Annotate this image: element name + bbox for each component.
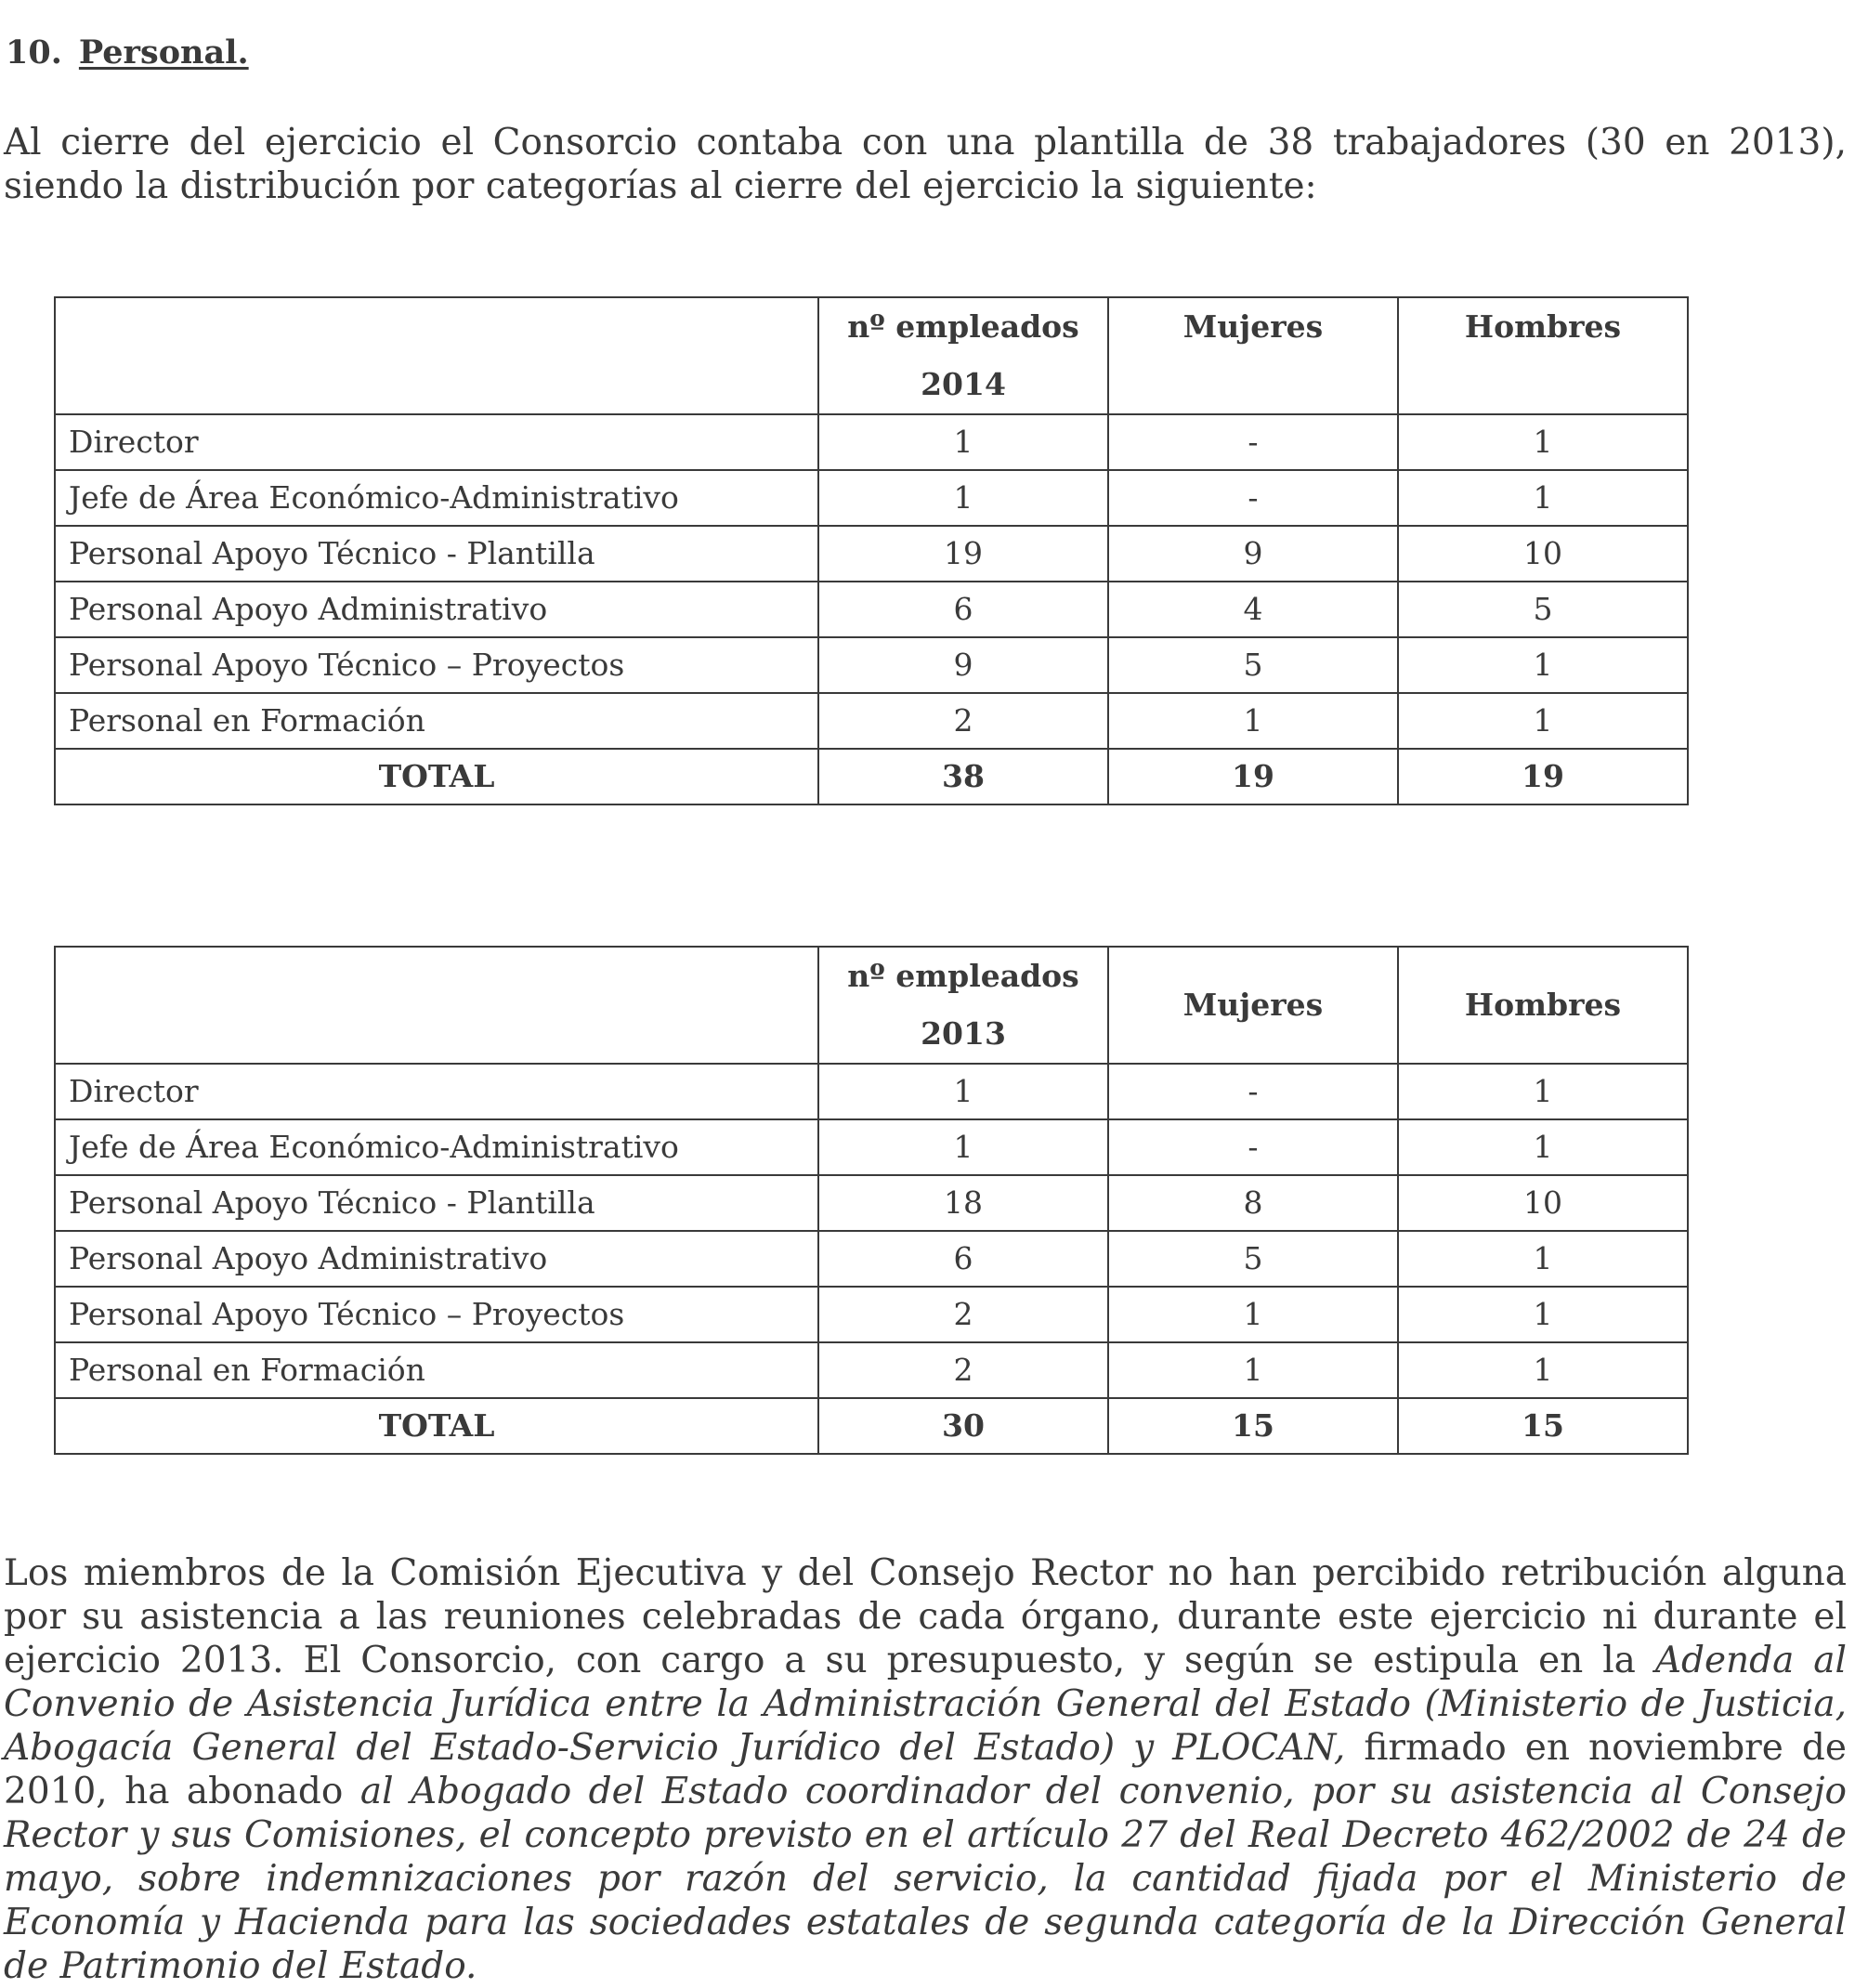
row-men: 1: [1398, 1231, 1688, 1287]
table-row: [55, 1119, 1688, 1175]
row-women: 8: [1108, 1175, 1398, 1231]
row-label: Personal Apoyo Administrativo: [55, 1231, 818, 1287]
row-label: Personal Apoyo Técnico - Plantilla: [55, 1175, 818, 1231]
row-employees: 1: [818, 470, 1108, 526]
row-men: 5: [1398, 582, 1688, 637]
total-row: [55, 749, 1688, 804]
table-header-row: [55, 297, 1688, 414]
table-row: [55, 582, 1688, 637]
total-row: [55, 1398, 1688, 1454]
remuneration-text-1: Los miembros de la Comisión Ejecutiva y del Consejo Rector no han percibido retribución alguna por su asistencia a las reuniones celebradas de cada órgano, durante este ejercicio ni durante el ejercicio 2013. El Consorcio, con cargo a su presupuesto, y según se estipula en la: [4, 1552, 1847, 1681]
staff-table-2013: [54, 946, 1689, 1455]
table-row: [55, 526, 1688, 582]
row-employees: 6: [818, 1231, 1108, 1287]
row-label: Personal Apoyo Administrativo: [55, 582, 818, 637]
total-women: 19: [1108, 749, 1398, 804]
row-men: 1: [1398, 1287, 1688, 1342]
row-employees: 1: [818, 414, 1108, 470]
row-employees: 2: [818, 1287, 1108, 1342]
header-employees-year: 2014: [921, 366, 1006, 402]
total-label: TOTAL: [55, 1398, 818, 1454]
table-header-row: [55, 947, 1688, 1064]
header-employees-year: 2013: [921, 1015, 1006, 1052]
header-employees: [818, 947, 1108, 1064]
total-women: 15: [1108, 1398, 1398, 1454]
remuneration-paragraph: [4, 1551, 1847, 1988]
total-employees: 30: [818, 1398, 1108, 1454]
row-women: 1: [1108, 1287, 1398, 1342]
row-men: 1: [1398, 470, 1688, 526]
row-employees: 18: [818, 1175, 1108, 1231]
row-women: 1: [1108, 1342, 1398, 1398]
row-label: Personal en Formación: [55, 693, 818, 749]
table-row: [55, 693, 1688, 749]
header-women: Mujeres: [1108, 297, 1398, 414]
remuneration-text-4: al Abogado del Estado coordinador del convenio, por su asistencia al Consejo Rector y sus Comisiones, el concepto previsto en el artículo 27 del Real Decreto 462/2002 de 24 de mayo, sobre indemnizaciones por razón del servicio, la cantidad fijada por el Ministerio de Economía y Hacienda para las sociedades estatales de segunda categoría de la Dirección General de Patrimonio del Estado.: [4, 1771, 1847, 1987]
header-blank: [55, 947, 818, 1064]
row-label: Jefe de Área Económico-Administrativo: [55, 1119, 818, 1175]
row-women: 4: [1108, 582, 1398, 637]
row-women: 9: [1108, 526, 1398, 582]
table-row: [55, 1231, 1688, 1287]
total-employees: 38: [818, 749, 1108, 804]
row-women: -: [1108, 414, 1398, 470]
row-men: 1: [1398, 414, 1688, 470]
row-label: Jefe de Área Económico-Administrativo: [55, 470, 818, 526]
header-employees: [818, 297, 1108, 414]
row-men: 1: [1398, 1119, 1688, 1175]
table-row: [55, 1342, 1688, 1398]
row-employees: 2: [818, 1342, 1108, 1398]
row-women: -: [1108, 1064, 1398, 1119]
row-employees: 2: [818, 693, 1108, 749]
table-row: [55, 1287, 1688, 1342]
header-women: Mujeres: [1108, 947, 1398, 1064]
row-label: Director: [55, 1064, 818, 1119]
row-men: 10: [1398, 1175, 1688, 1231]
table-row: [55, 414, 1688, 470]
row-women: 5: [1108, 637, 1398, 693]
row-label: Personal Apoyo Técnico – Proyectos: [55, 637, 818, 693]
row-women: -: [1108, 1119, 1398, 1175]
total-men: 15: [1398, 1398, 1688, 1454]
row-men: 1: [1398, 637, 1688, 693]
row-men: 1: [1398, 1064, 1688, 1119]
row-employees: 19: [818, 526, 1108, 582]
table-row: [55, 1064, 1688, 1119]
row-men: 1: [1398, 693, 1688, 749]
row-label: Personal Apoyo Técnico - Plantilla: [55, 526, 818, 582]
row-employees: 9: [818, 637, 1108, 693]
row-women: 5: [1108, 1231, 1398, 1287]
header-employees-line1: nº empleados: [847, 308, 1079, 345]
header-men: Hombres: [1398, 297, 1688, 414]
remuneration-text-2: Adenda al Convenio de Asistencia Jurídica entre la Administración General del Estado (Ministerio de Justicia, Abogacía General del Estado-Servicio Jurídico del Estado) y PLOCAN,: [4, 1640, 1847, 1769]
table-row: [55, 470, 1688, 526]
row-employees: 6: [818, 582, 1108, 637]
row-label: Personal en Formación: [55, 1342, 818, 1398]
row-employees: 1: [818, 1119, 1108, 1175]
row-label: Personal Apoyo Técnico – Proyectos: [55, 1287, 818, 1342]
row-women: 1: [1108, 693, 1398, 749]
table-row: [55, 637, 1688, 693]
section-title: Personal.: [78, 33, 249, 72]
staff-table-2014: [54, 296, 1689, 805]
remuneration-text-3: firmado en noviembre de 2010, ha abonado: [4, 1727, 1847, 1812]
total-label: TOTAL: [55, 749, 818, 804]
total-men: 19: [1398, 749, 1688, 804]
row-employees: 1: [818, 1064, 1108, 1119]
table-row: [55, 1175, 1688, 1231]
intro-paragraph: Al cierre del ejercicio el Consorcio contaba con una plantilla de 38 trabajadores (30 en 2013), siendo la distribución por categorías al cierre del ejercicio la siguiente:: [4, 122, 1847, 207]
row-label: Director: [55, 414, 818, 470]
row-men: 1: [1398, 1342, 1688, 1398]
header-employees-line1: nº empleados: [847, 958, 1079, 994]
section-number: 10.: [6, 33, 62, 72]
row-men: 10: [1398, 526, 1688, 582]
header-blank: [55, 297, 818, 414]
header-men: Hombres: [1398, 947, 1688, 1064]
section-heading: [6, 33, 249, 72]
row-women: -: [1108, 470, 1398, 526]
